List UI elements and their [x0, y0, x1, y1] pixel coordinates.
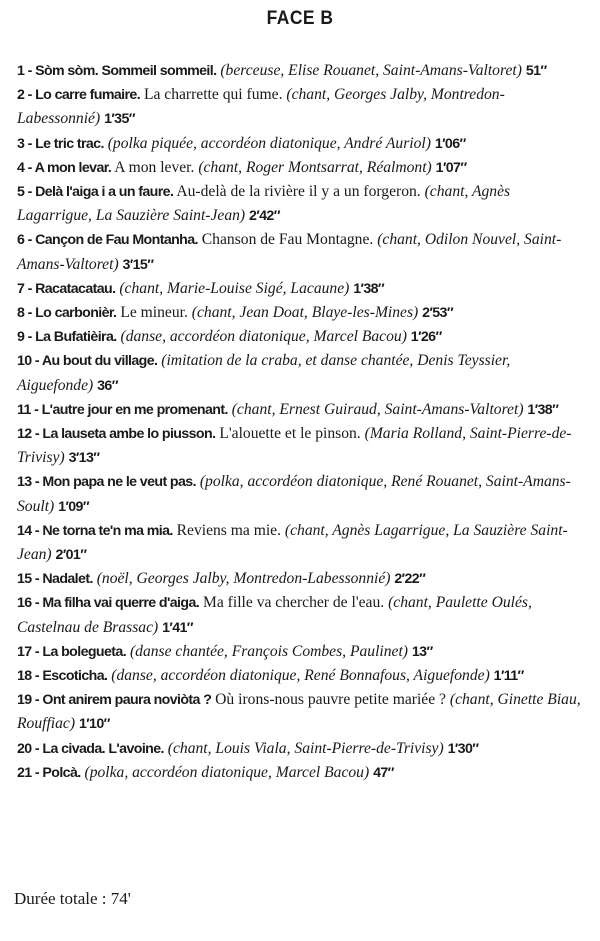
total-duration: Durée totale : 74' [14, 889, 131, 908]
track-title: La civada. L'avoine. [42, 740, 164, 757]
track-details: (chant, Paulette Oulés, Castelnau de Brassac) [17, 594, 532, 636]
track-details: (noël, Georges Jalby, Montredon-Labessonnié) [96, 570, 391, 588]
track-details: (chant, Marie-Louise Sigé, Lacaune) [119, 279, 350, 297]
track-item [17, 591, 585, 639]
track-details: (polka piquée, accordéon diatonique, André Auriol) [107, 134, 431, 152]
track-title: Ont anirem paura noviòta ? [42, 692, 212, 709]
track-item [17, 567, 585, 591]
track-title: Delà l'aiga i a un faure. [35, 184, 174, 201]
track-item [17, 737, 585, 761]
track-details: (chant, Louis Viala, Saint-Pierre-de-Trivisy) [167, 739, 444, 757]
track-number: 2 - [17, 87, 36, 104]
track-title: Ma filha vai querre d'aiga. [42, 595, 200, 612]
track-item [17, 132, 585, 156]
track-duration: 1′07″ [435, 159, 467, 176]
track-number: 17 - [17, 643, 43, 660]
track-details: (chant, Ernest Guiraud, Saint-Amans-Valtoret) [231, 400, 524, 418]
track-translation: Chanson de Fau Montagne. [201, 231, 374, 249]
track-duration: 13″ [411, 643, 433, 660]
track-number: 9 - [17, 329, 36, 346]
track-details: (polka, accordéon diatonique, Marcel Bacou) [84, 763, 370, 781]
track-title: La lauseta ambe lo piusson. [42, 426, 216, 443]
track-title: La bolegueta. [42, 643, 127, 660]
track-item [17, 398, 585, 422]
track-title: La Bufatièira. [35, 329, 117, 346]
track-item [17, 688, 585, 736]
track-translation: Au-delà de la rivière il y a un forgeron. [176, 183, 421, 201]
track-item [17, 83, 585, 131]
track-duration: 1′06″ [434, 135, 466, 152]
track-details: (chant, Odilon Nouvel, Saint-Amans-Valtoret) [17, 231, 562, 273]
track-list [17, 59, 585, 785]
track-translation: Ma fille va chercher de l'eau. [203, 594, 385, 612]
track-translation: Le mineur. [120, 304, 188, 322]
track-number: 8 - [17, 305, 36, 322]
track-number: 19 - [17, 692, 43, 709]
track-item [17, 325, 585, 349]
track-details: (chant, Agnès Lagarrigue, La Sauzière Saint-Jean) [17, 183, 511, 225]
track-number: 3 - [17, 135, 36, 152]
track-duration: 1′38″ [527, 401, 559, 418]
track-item [17, 519, 585, 567]
track-duration: 1′41″ [162, 619, 193, 636]
track-duration: 1′10″ [78, 716, 110, 733]
track-item [17, 277, 585, 301]
track-duration: 1′38″ [353, 280, 385, 297]
page-title: FACE B [266, 8, 334, 29]
track-details: (chant, Roger Montsarrat, Réalmont) [198, 158, 432, 176]
track-title: Le tric trac. [35, 135, 104, 152]
track-item [17, 422, 585, 470]
track-title: L'autre jour en me promenant. [41, 401, 228, 418]
track-duration: 2′22″ [394, 571, 426, 588]
track-title: Racatacatau. [35, 280, 116, 297]
track-title: Nadalet. [42, 571, 93, 588]
track-translation: A mon lever. [114, 158, 195, 176]
track-details: (chant, Ginette Biau, Rouffiac) [17, 691, 581, 733]
track-translation: Reviens ma mie. [176, 521, 281, 539]
track-details: (chant, Georges Jalby, Montredon-Labessonnié) [17, 86, 505, 128]
track-duration: 3′13″ [68, 450, 100, 467]
track-title: Mon papa ne le veut pas. [42, 474, 196, 491]
track-details: (chant, Agnès Lagarrigue, La Sauzière Saint-Jean) [17, 521, 568, 564]
track-number: 7 - [17, 280, 36, 297]
track-number: 20 - [17, 740, 43, 757]
track-translation: La charrette qui fume. [143, 86, 283, 104]
track-number: 6 - [17, 232, 36, 249]
track-details: (danse, accordéon diatonique, Marcel Bacou) [120, 328, 407, 346]
track-item [17, 180, 585, 228]
track-title: Escoticha. [42, 668, 108, 685]
track-number: 16 - [17, 595, 43, 612]
track-translation: L'alouette et le pinson. [219, 425, 361, 443]
track-item [17, 349, 585, 397]
track-item [17, 470, 585, 518]
track-item [17, 301, 585, 325]
track-title: Polcà. [42, 764, 81, 781]
track-title: A mon levar. [34, 159, 112, 176]
track-duration: 36″ [97, 377, 118, 394]
track-title: Sòm sòm. Sommeil sommeil. [35, 63, 217, 79]
track-details: (imitation de la craba, et danse chantée, Denis Teyssier, Aiguefonde) [17, 352, 511, 394]
track-details: (danse chantée, François Combes, Paulinet) [129, 642, 408, 660]
track-title: Lo carbonièr. [35, 305, 117, 322]
track-number: 5 - [17, 184, 36, 201]
track-title: Au bout du village. [41, 353, 158, 370]
track-number: 13 - [17, 474, 43, 491]
track-duration: 2′01″ [55, 547, 87, 564]
track-duration: 3′15″ [122, 256, 154, 273]
track-item [17, 228, 585, 276]
track-duration: 2′53″ [422, 305, 454, 322]
track-item [17, 640, 585, 664]
track-duration: 1′11″ [493, 668, 524, 685]
track-details: (danse, accordéon diatonique, René Bonnafous, Aiguefonde) [111, 667, 490, 685]
track-duration: 1′26″ [410, 329, 442, 346]
track-translation: Où irons-nous pauvre petite mariée ? [215, 691, 446, 709]
track-number: 12 - [17, 426, 43, 443]
track-item [17, 761, 585, 785]
track-duration: 1′09″ [58, 498, 90, 515]
track-duration: 51″ [525, 63, 547, 79]
track-title: Lo carre fumaire. [35, 87, 141, 104]
track-duration: 1′35″ [104, 111, 135, 128]
track-duration: 2′42″ [249, 208, 280, 225]
track-item [17, 59, 585, 83]
track-details: (polka, accordéon diatonique, René Rouanet, Saint-Amans-Soult) [17, 473, 571, 515]
track-number: 11 - [17, 401, 42, 418]
track-details: (Maria Rolland, Saint-Pierre-de-Trivisy) [17, 425, 572, 467]
track-title: Cançon de Fau Montanha. [35, 232, 198, 249]
track-number: 10 - [17, 353, 42, 370]
track-details: (berceuse, Elise Rouanet, Saint-Amans-Valtoret) [220, 62, 522, 79]
track-title: Ne torna te'n ma mia. [42, 522, 173, 539]
track-number: 1 - [17, 63, 36, 79]
track-item [17, 156, 585, 180]
track-number: 21 - [17, 764, 43, 781]
track-item [17, 664, 585, 688]
track-number: 4 - [17, 159, 35, 176]
track-duration: 1′30″ [447, 740, 479, 757]
track-number: 15 - [17, 571, 43, 588]
track-details: (chant, Jean Doat, Blaye-les-Mines) [191, 304, 419, 322]
track-duration: 47″ [373, 764, 394, 781]
track-number: 18 - [17, 668, 43, 685]
track-number: 14 - [17, 522, 43, 539]
